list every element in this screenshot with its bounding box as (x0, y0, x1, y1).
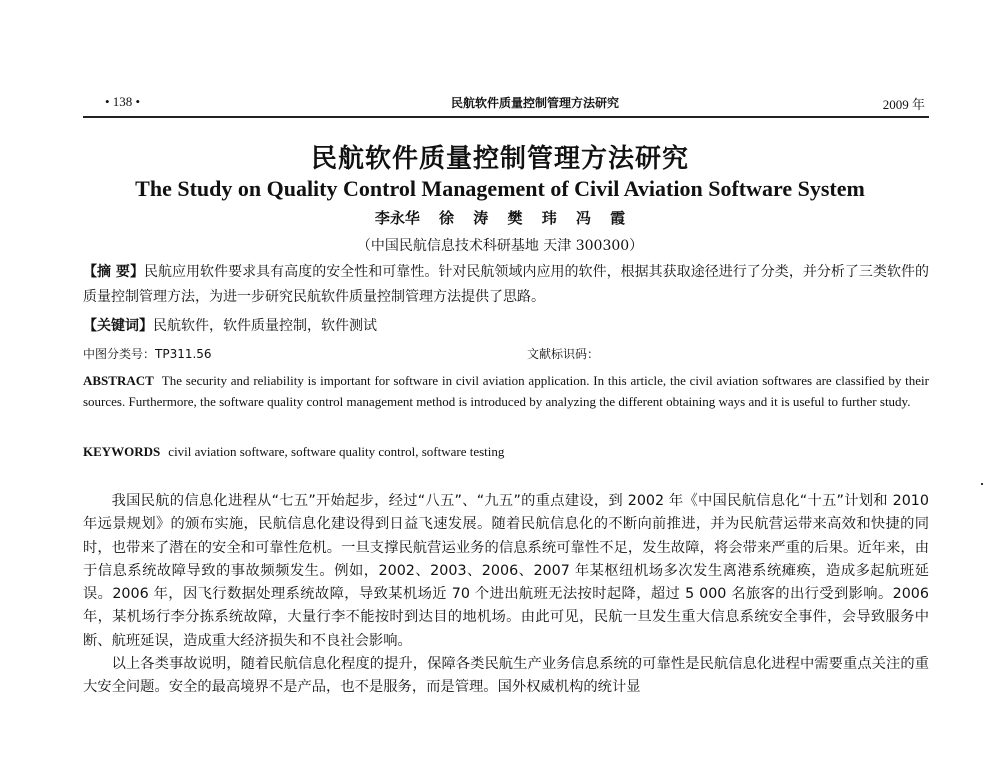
body-paragraph-2: 以上各类事故说明，随着民航信息化程度的提升，保障各类民航生产业务信息系统的可靠性是民航信息化进程中需要重点关注的重大安全问题。安全的最高境界不是产品，也不是服务，而是管理。国外权威机构的统计显 (83, 656, 929, 696)
classification-line (83, 345, 929, 362)
keywords-chinese-label: 【关键词】 (83, 318, 153, 334)
page-number: • 138 • (105, 94, 141, 109)
margin-mark (981, 483, 983, 485)
keywords-english (83, 444, 929, 460)
abstract-english-text: The security and reliability is important for software in civil aviation application. In this article, the civil aviation softwares are classified by their sources. Furthermore, the software quality control management method is introduced by analyzing the different obtaining ways and it is useful to further study. (83, 373, 929, 409)
abstract-english (83, 370, 929, 412)
paper-title-chinese: 民航软件质量控制管理方法研究 (310, 144, 689, 174)
abstract-chinese-label: 【摘 要】 (83, 264, 144, 280)
affiliation: （中国民航信息技术科研基地 天津 300300） (356, 238, 644, 254)
author-list: 李永华 徐 涛 樊 玮 冯 霞 (374, 209, 626, 227)
body-paragraph-1: 我国民航的信息化进程从“七五”开始起步，经过“八五”、“九五”的重点建设，到 2002 年《中国民航信息化“十五”计划和 2010 年远景规划》的颁布实施，民航信息化建设得到日益飞速发展。随着民航信息化的不断向前推进，并为民航营运带来高效和快捷的同时，也带来了潜在的安全和可靠性危机。一旦支撑民航营运业务的信息系统可靠性不足，发生故障，将会带来严重的后果。近年来，由于信息系统故障导致的事故频频发生。例如，2002、2003、2006、2007 年某枢纽机场多次发生离港系统瘫痪，造成多起航班延误。2006 年，因飞行数据处理系统故障，导致某机场近 70 个进出航班无法按时起降，超过 5 000 名旅客的出行受到影响。2006 年，某机场行李分拣系统故障，大量行李不能按时到达目的地机场。由此可见，民航一旦发生重大信息系统安全事件，会导致服务中断、航班延误，造成重大经济损失和不良社会影响。 (83, 493, 929, 649)
abstract-chinese (83, 260, 929, 310)
keywords-chinese (83, 316, 929, 336)
abstract-chinese-text: 民航应用软件要求具有高度的安全性和可靠性。针对民航领域内应用的软件，根据其获取途径进行了分类，并分析了三类软件的质量控制管理方法，为进一步研究民航软件质量控制管理方法提供了思路。 (83, 264, 929, 305)
keywords-english-label: KEYWORDS (83, 444, 161, 459)
body-text (83, 490, 929, 700)
clc-number: 中图分类号：TP311.56 (83, 347, 212, 361)
keywords-chinese-text: 民航软件，软件质量控制，软件测试 (153, 318, 377, 334)
keywords-english-text: civil aviation software, software quality control, software testing (168, 444, 505, 459)
document-code: 文献标识码： (527, 347, 600, 361)
paper-title-english: The Study on Quality Control Management of Civil Aviation Software System (135, 176, 865, 201)
running-title: 民航软件质量控制管理方法研究 (451, 96, 620, 110)
abstract-english-label: ABSTRACT (83, 373, 154, 388)
publication-year: 2009 年 (882, 97, 925, 112)
running-header (83, 90, 929, 118)
